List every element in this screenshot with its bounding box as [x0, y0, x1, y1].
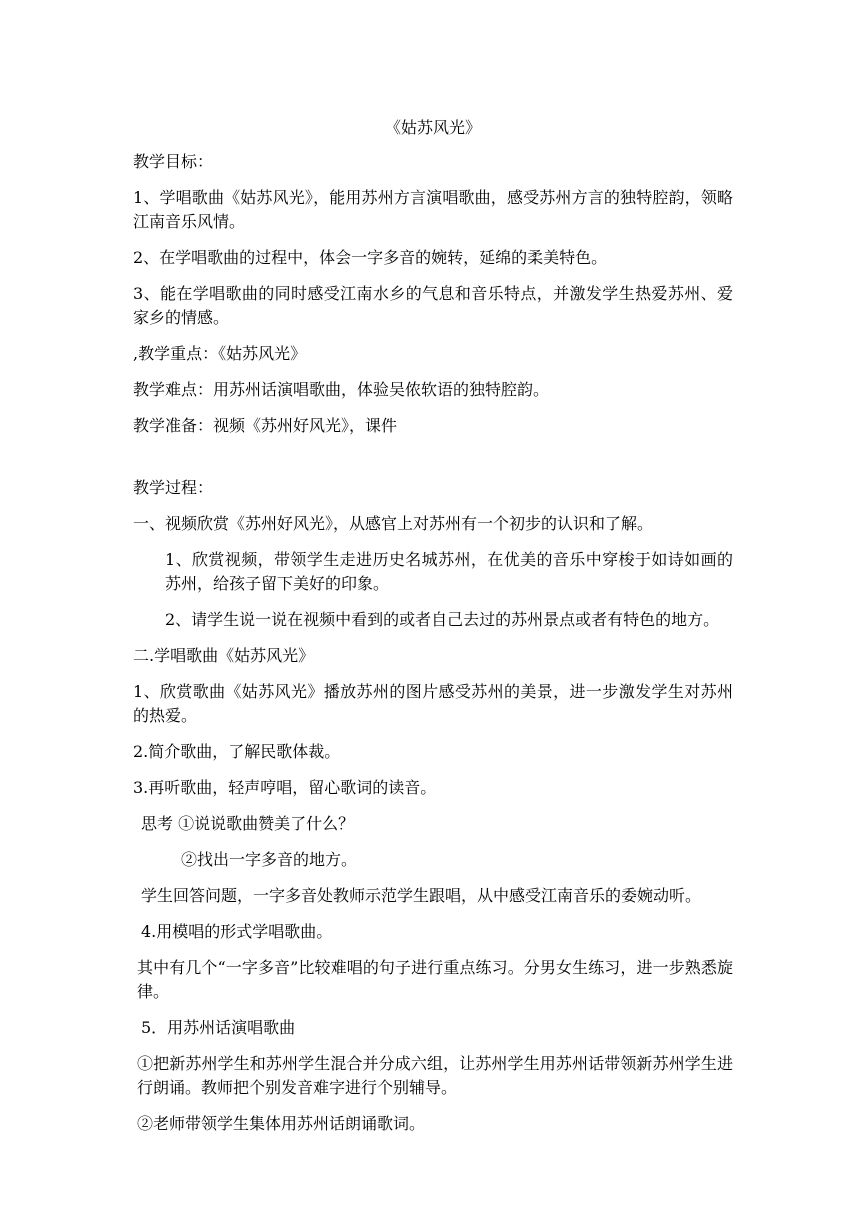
key-point: ,教学重点：《姑苏风光》 [133, 344, 307, 363]
preparation: 教学准备：视频《苏州好风光》，课件 [133, 416, 398, 435]
think-question-1: 思考 ①说说歌曲赞美了什么？ [141, 814, 355, 833]
item-4: 4.用模唱的形式学唱歌曲。 [141, 922, 333, 941]
part1-item-2: 2、请学生说一说在视频中看到的或者自己去过的苏州景点或者有特色的地方。 [165, 610, 720, 629]
objectives-heading: 教学目标： [133, 152, 214, 171]
objective-3: 3、能在学唱歌曲的同时感受江南水乡的气息和音乐特点，并激发学生热爱苏州、爱家乡的情感。 [133, 284, 733, 327]
objective-2: 2、在学唱歌曲的过程中，体会一字多音的婉转，延绵的柔美特色。 [133, 248, 608, 267]
part2-item-3: 3.再听歌曲，轻声哼唱，留心歌词的读音。 [133, 778, 437, 797]
spacer [133, 450, 733, 476]
part1-heading: 一、视频欣赏《苏州好风光》，从感官上对苏州有一个初步的认识和了解。 [133, 514, 654, 533]
part2-item-2: 2.简介歌曲，了解民歌体裁。 [133, 742, 341, 761]
item-4-detail: 其中有几个“一字多音”比较难唱的句子进行重点练习。分男女生练习，进一步熟悉旋律。 [137, 958, 733, 1001]
think-question-2: ②找出一字多音的地方。 [181, 850, 358, 869]
process-heading: 教学过程： [133, 478, 214, 497]
part1-item-1: 1、欣赏视频，带领学生走进历史名城苏州，在优美的音乐中穿梭于如诗如画的苏州，给孩子留下美好的印象。 [165, 550, 733, 593]
document-body [133, 116, 733, 1148]
part2-heading: 二.学唱歌曲《姑苏风光》 [133, 646, 315, 665]
student-answer: 学生回答问题，一字多音处教师示范学生跟唱，从中感受江南音乐的委婉动听。 [141, 886, 702, 905]
item-5-sub-1: ①把新苏州学生和苏州学生混合并分成六组，让苏州学生用苏州话带领新苏州学生进行朗诵。教师把个别发音难字进行个别辅导。 [137, 1054, 733, 1097]
item-5-sub-2: ②老师带领学生集体用苏州话朗诵歌词。 [137, 1114, 426, 1133]
doc-title: 《姑苏风光》 [384, 118, 481, 137]
objective-1: 1、学唱歌曲《姑苏风光》，能用苏州方言演唱歌曲，感受苏州方言的独特腔韵，领略江南音乐风情。 [133, 188, 733, 231]
part2-item-1: 1、欣赏歌曲《姑苏风光》播放苏州的图片感受苏州的美景，进一步激发学生对苏州的热爱。 [133, 682, 733, 725]
item-5: 5．用苏州话演唱歌曲 [141, 1018, 296, 1037]
difficulty: 教学难点：用苏州话演唱歌曲，体验吴侬软语的独特腔韵。 [133, 380, 550, 399]
